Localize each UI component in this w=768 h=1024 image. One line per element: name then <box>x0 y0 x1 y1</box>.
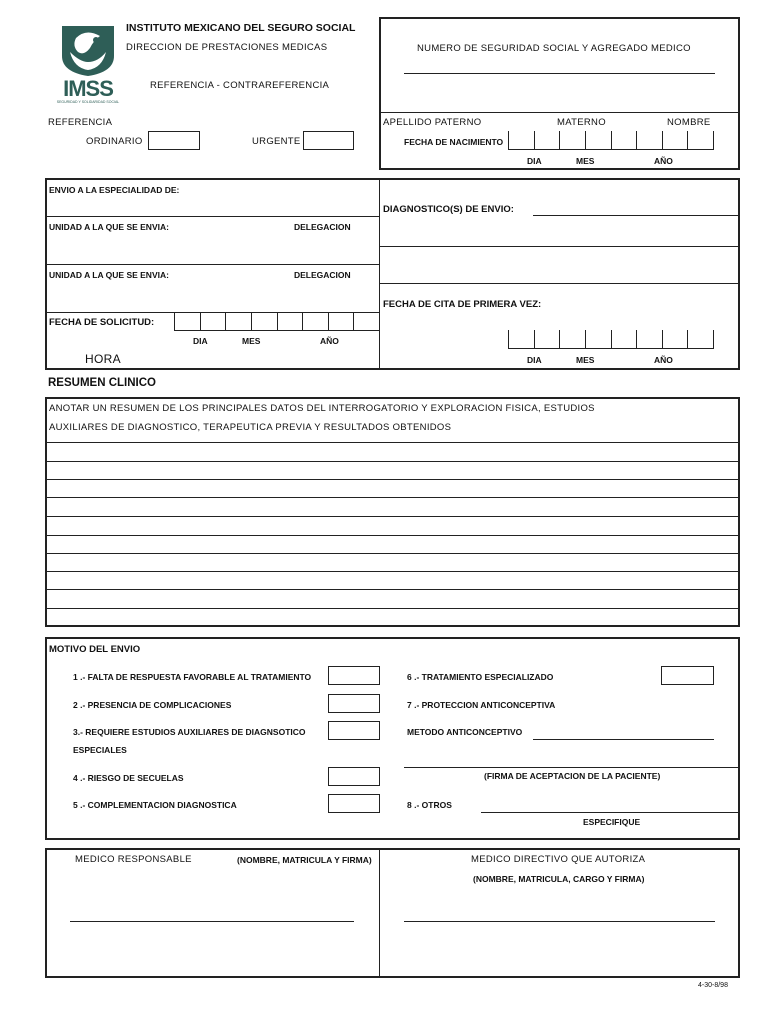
delegacion1-label: DELEGACION <box>294 222 351 232</box>
nombre-label: NOMBRE <box>667 117 711 128</box>
unidad2-label: UNIDAD A LA QUE SE ENVIA: <box>49 270 169 280</box>
envio-row-line-2 <box>45 264 379 265</box>
motivo-item-3-cont: ESPECIALES <box>73 745 127 755</box>
envio-split <box>379 178 380 370</box>
nacimiento-anio-label: AÑO <box>654 156 673 166</box>
fecha-cita-label: FECHA DE CITA DE PRIMERA VEZ: <box>383 299 542 310</box>
motivo-title: MOTIVO DEL ENVIO <box>49 644 141 655</box>
referencia-label: REFERENCIA <box>48 117 113 128</box>
medico-directivo-signature-line[interactable] <box>404 921 715 922</box>
envio-row-line-1 <box>45 216 379 217</box>
firma-paciente-line[interactable] <box>404 767 740 768</box>
fecha-nacimiento-label: FECHA DE NACIMIENTO <box>404 137 504 147</box>
ordinario-label: ORDINARIO <box>86 136 143 147</box>
otros-input-line[interactable] <box>481 812 740 813</box>
motivo-item-1: 1 .- FALTA DE RESPUESTA FAVORABLE AL TRATAMIENTO <box>73 672 312 682</box>
logo-text: IMSS <box>63 76 113 101</box>
patient-id-divider <box>379 112 740 113</box>
motivo-checkbox-3[interactable] <box>328 721 380 740</box>
cita-dia-label: DIA <box>527 355 542 365</box>
materno-label: MATERNO <box>557 117 606 128</box>
resumen-title: RESUMEN CLINICO <box>48 377 156 389</box>
solicitud-mes-label: MES <box>242 336 261 346</box>
urgente-checkbox[interactable] <box>303 131 354 150</box>
delegacion2-label: DELEGACION <box>294 270 351 280</box>
diag-row-line-2 <box>379 283 740 284</box>
institute-name: INSTITUTO MEXICANO DEL SEGURO SOCIAL <box>126 22 356 34</box>
urgente-label: URGENTE <box>252 136 301 147</box>
motivo-item-2: 2 .- PRESENCIA DE COMPLICACIONES <box>73 700 232 710</box>
medico-responsable-hint: (NOMBRE, MATRICULA Y FIRMA) <box>237 855 372 865</box>
metodo-input-line[interactable] <box>533 739 714 740</box>
fecha-nacimiento-grid[interactable] <box>508 131 714 150</box>
imss-logo <box>52 22 124 106</box>
nss-label: NUMERO DE SEGURIDAD SOCIAL Y AGREGADO MEDICO <box>417 43 691 54</box>
resumen-line-8 <box>45 571 740 572</box>
resumen-line-5 <box>45 516 740 517</box>
resumen-line-6 <box>45 535 740 536</box>
fecha-cita-grid[interactable] <box>508 330 714 349</box>
motivo-item-5: 5 .- COMPLEMENTACION DIAGNOSTICA <box>73 800 237 810</box>
department-name: DIRECCION DE PRESTACIONES MEDICAS <box>126 42 328 53</box>
medico-directivo-label: MEDICO DIRECTIVO QUE AUTORIZA <box>471 854 646 865</box>
fecha-solicitud-label: FECHA DE SOLICITUD: <box>49 317 155 328</box>
motivo-checkbox-2[interactable] <box>328 694 380 713</box>
form-code: 4-30-8/98 <box>698 982 728 989</box>
motivo-checkbox-6[interactable] <box>661 666 714 685</box>
especialidad-label: ENVIO A LA ESPECIALIDAD DE: <box>49 185 180 195</box>
ordinario-checkbox[interactable] <box>148 131 200 150</box>
motivo-checkbox-5[interactable] <box>328 794 380 813</box>
cita-anio-label: AÑO <box>654 355 673 365</box>
nacimiento-mes-label: MES <box>576 156 595 166</box>
resumen-instructions-2: AUXILIARES DE DIAGNOSTICO, TERAPEUTICA PREVIA Y RESULTADOS OBTENIDOS <box>49 422 452 433</box>
motivo-item-6: 6 .- TRATAMIENTO ESPECIALIZADO <box>407 672 554 682</box>
solicitud-dia-label: DIA <box>193 336 208 346</box>
metodo-label: METODO ANTICONCEPTIVO <box>407 727 523 737</box>
motivo-checkbox-4[interactable] <box>328 767 380 786</box>
resumen-line-7 <box>45 553 740 554</box>
resumen-line-9 <box>45 589 740 590</box>
resumen-line-2 <box>45 461 740 462</box>
form-title: REFERENCIA - CONTRAREFERENCIA <box>150 80 330 91</box>
resumen-line-10 <box>45 608 740 609</box>
logo-subtext: SEGURIDAD Y SOLIDARIDAD SOCIAL <box>56 100 120 104</box>
nss-input-line[interactable] <box>404 73 715 74</box>
medico-directivo-hint: (NOMBRE, MATRICULA, CARGO Y FIRMA) <box>473 874 645 884</box>
firmas-box <box>45 848 740 978</box>
medico-responsable-label: MEDICO RESPONSABLE <box>75 854 192 865</box>
firma-paciente-label: (FIRMA DE ACEPTACION DE LA PACIENTE) <box>484 771 661 781</box>
diagnostico-input-line[interactable] <box>533 215 740 216</box>
nacimiento-dia-label: DIA <box>527 156 542 166</box>
cita-mes-label: MES <box>576 355 595 365</box>
resumen-instructions-1: ANOTAR UN RESUMEN DE LOS PRINCIPALES DATOS DEL INTERROGATORIO Y EXPLORACION FISICA, ESTUDIOS <box>49 403 595 414</box>
resumen-line-1 <box>45 442 740 443</box>
firmas-split <box>379 848 380 978</box>
hora-label: HORA <box>85 352 121 366</box>
diagnostico-label: DIAGNOSTICO(S) DE ENVIO: <box>383 204 514 215</box>
motivo-item-7: 7 .- PROTECCION ANTICONCEPTIVA <box>407 700 556 710</box>
medico-responsable-signature-line[interactable] <box>70 921 354 922</box>
especifique-label: ESPECIFIQUE <box>583 817 641 827</box>
unidad1-label: UNIDAD A LA QUE SE ENVIA: <box>49 222 169 232</box>
diag-row-line-1 <box>379 246 740 247</box>
apellido-paterno-label: APELLIDO PATERNO <box>383 117 482 128</box>
solicitud-anio-label: AÑO <box>320 336 339 346</box>
motivo-item-8: 8 .- OTROS <box>407 800 452 810</box>
motivo-item-4: 4 .- RIESGO DE SECUELAS <box>73 773 184 783</box>
fecha-solicitud-grid[interactable] <box>174 312 380 331</box>
resumen-line-4 <box>45 497 740 498</box>
imss-eagle-icon <box>56 22 120 78</box>
motivo-checkbox-1[interactable] <box>328 666 380 685</box>
resumen-line-3 <box>45 479 740 480</box>
motivo-item-3: 3.- REQUIERE ESTUDIOS AUXILIARES DE DIAGNSOTICO <box>73 727 306 737</box>
